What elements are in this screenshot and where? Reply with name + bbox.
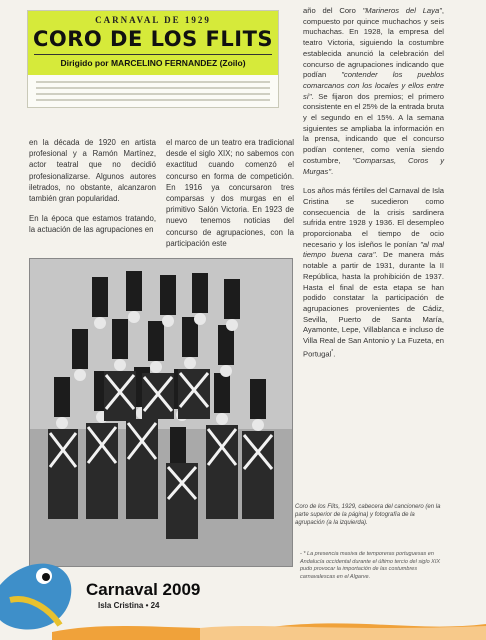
article-column-3 xyxy=(303,6,444,369)
col1-paragraph-1: en la década de 1920 en artista profesional y a Ramón Martínez, actor teatral que no decidió profesionalizarse. Algunos autores iletrados, no obstante, alcanzaron también gran popularidad. xyxy=(29,138,156,204)
photo-caption: Coro de los Flits, 1929, cabecera del cancionero (en la parte superior de la página) y fotografía de la agrupación (a la izquierda). xyxy=(295,504,441,527)
col3-paragraph-1 xyxy=(303,6,444,177)
col1-paragraph-2: En la época que estamos tratando, la actuación de las agrupaciones en xyxy=(29,214,156,235)
col3-paragraph-2 xyxy=(303,186,444,360)
clipping-subtitle: Dirigido por MARCELINO FERNANDEZ (Zoilo) xyxy=(60,58,246,68)
footnote: - * La presencia masiva de temporeras portuguesas en Andalucía occidental durante el último tercio del siglo XIX pudo provocar la importación de las costumbres carnavalescas en el Algarve. xyxy=(300,551,441,580)
article-column-2 xyxy=(166,137,294,258)
mascot-pupil-icon xyxy=(42,573,50,581)
fish-mascot-icon xyxy=(0,564,71,630)
text-run: . xyxy=(331,166,334,176)
clipping-title: CORO DE LOS FLITS xyxy=(32,27,274,51)
choir-photo-illustration xyxy=(30,259,292,566)
quote-run: "Comparsas, Coros y Murgas" xyxy=(303,155,445,176)
text-run: , compuesto por quince muchachos y seis muchachas. En 1928, la empresa del teatro Victoria, siguiendo la costumbre establecida anunció la celebración del concurso de agrupaciones indicando que podían xyxy=(303,6,444,80)
clipping-text-line xyxy=(36,99,270,101)
clipping-text-line xyxy=(36,87,270,89)
songbook-header-clipping xyxy=(27,10,279,108)
text-run: . Se fijaron dos premios; el primero consistente en el 25% de la entrada bruta y el segundo en el 15%. A la semana siguientes se ampliaba la información en la prensa, indicando que el concurso podían contener, como venía siendo costumbre, xyxy=(303,91,444,165)
footer-brand: Carnaval 2009 xyxy=(86,580,201,599)
quote-run: "Marineros del Laya" xyxy=(362,6,442,15)
text-run: Los años más fértiles del Carnaval de Isla Cristina se sucedieron como consecuencia de la crisis sardinera sufrida entre 1928 y 1936. El desempleo proporcionaba el tiempo de ocio necesario y los isleños le ponían xyxy=(303,186,444,249)
quote-run: "al mal tiempo buena cara" xyxy=(303,239,444,260)
quote-run: "contender los pueblos comarcanos con los locales y ellos entre sí" xyxy=(303,70,445,101)
clipping-text-line xyxy=(36,81,270,83)
footer-page-label: Isla Cristina • 24 xyxy=(98,601,160,610)
text-run: año del Coro xyxy=(303,6,363,15)
text-run: . xyxy=(333,349,336,359)
light-wave-icon xyxy=(200,626,486,640)
text-run: . De manera más notable a partir de 1931, durante la II República, hasta la prohibición de 1937. Hasta el final de esta etapa se han podido constatar la participación de agrupaciones provenientes de Cádiz, Sevilla, Puerto de Santa María, Ayamonte, Lepe, Villablanca e incluso de Villa Real de San Antonio y La Fuzeta, en Portugal xyxy=(303,250,444,359)
clipping-top-line: CARNAVAL DE 1929 xyxy=(95,15,211,25)
clipping-text-line xyxy=(36,93,270,95)
clipping-rule xyxy=(34,54,272,55)
article-column-1 xyxy=(29,137,156,245)
choir-group-photograph xyxy=(29,258,293,567)
col2-paragraph-1: el marco de un teatro era tradicional desde el siglo XIX; no sabemos con exactitud cuando comenzó el concurso en forma de competición. En 1916 ya concursaron tres comparsas y dos murgas en el primitivo Salón Victoria. En 1923 de nuevo tenemos noticias del concurso de agrupaciones, con la participación este xyxy=(166,138,294,248)
footnote-mark: * xyxy=(331,348,334,355)
carnival-footer-decoration xyxy=(0,540,486,640)
